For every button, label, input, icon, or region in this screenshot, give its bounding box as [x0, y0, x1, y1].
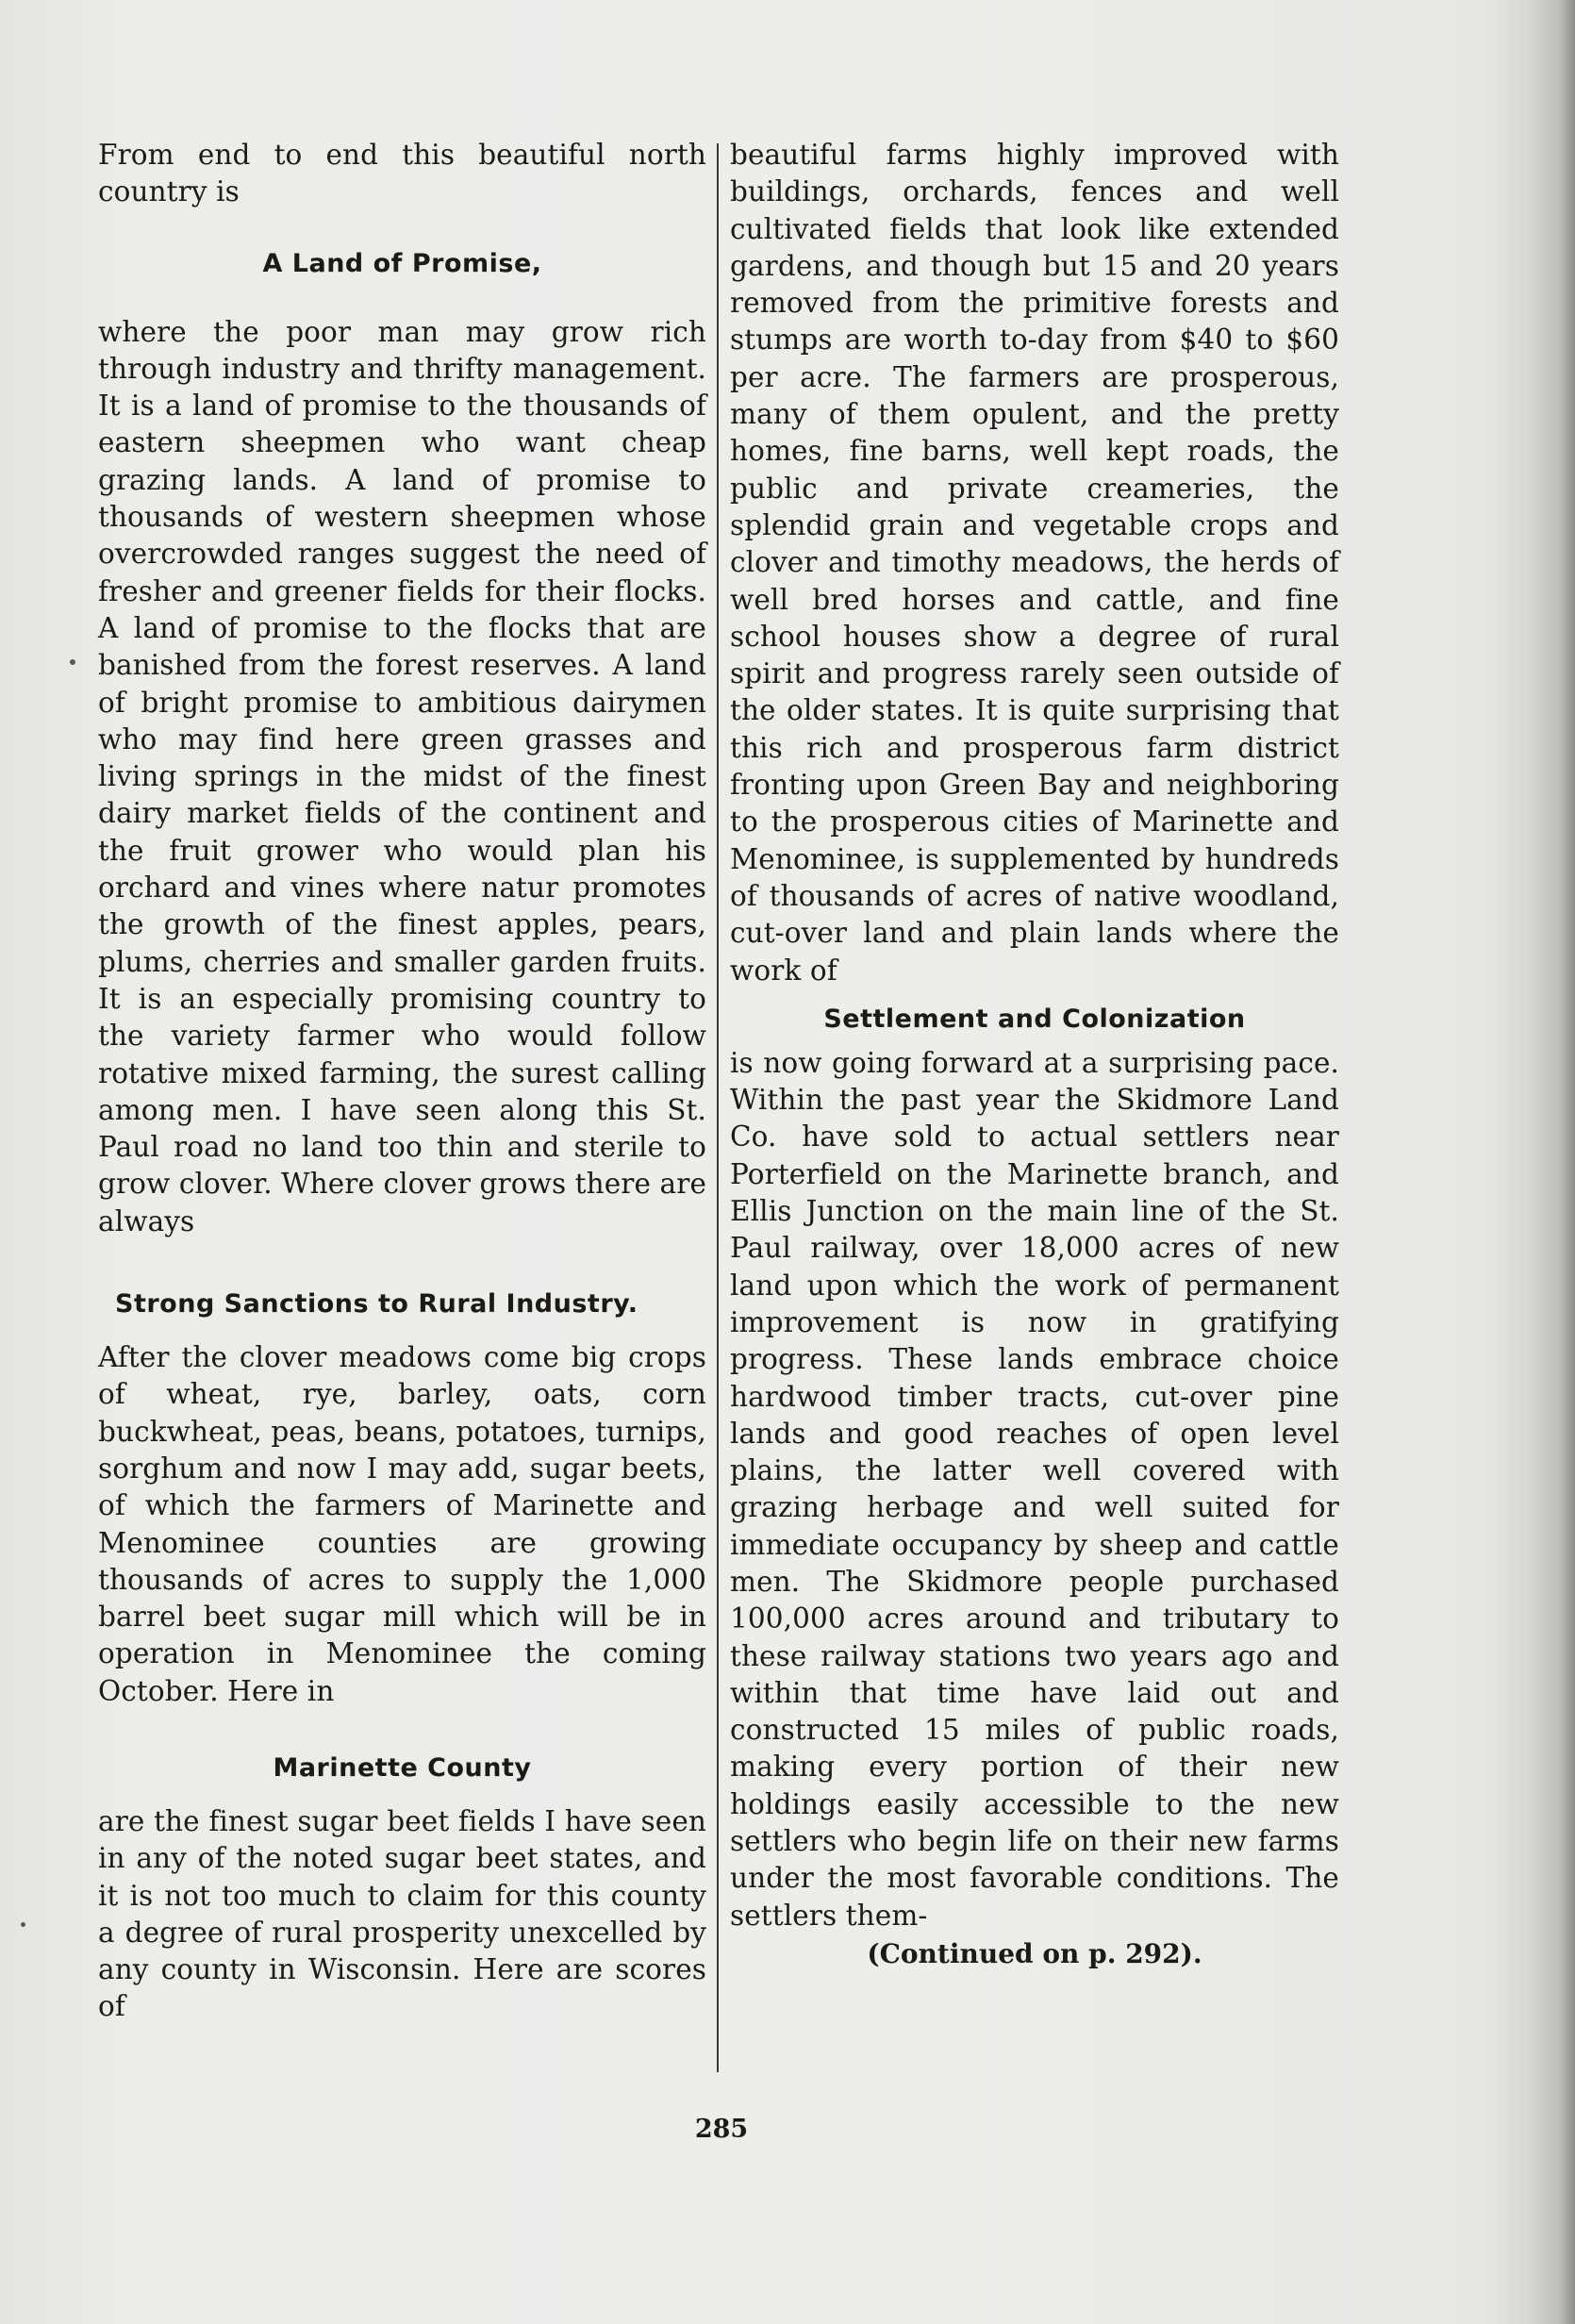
column-divider [717, 143, 719, 2072]
heading-strong-sanctions: Strong Sanctions to Rural Industry. [115, 1289, 638, 1320]
left-column [98, 137, 706, 2026]
right-column [730, 137, 1339, 1969]
left-paragraph-3: are the finest sugar beet fields I have seen in any of the noted sugar beet states, and it is not too much to claim for this county a degree of rural prosperity unexcelled by any county in Wisconsin. Here are scores of [98, 1804, 706, 2023]
heading-settlement-colonization: Settlement and Colonization [823, 1004, 1246, 1034]
left-paragraph-2: After the clover meadows come big crops of wheat, rye, barley, oats, corn buckwheat, peas, beans, potatoes, turnips, sorghum and now I may add, sugar beets, of which the farmers of Marinette and Menominee counties are growing thousands of acres to supply the 1,000 barrel beet sugar mill which will be in operation in Menominee the coming October. Here in [98, 1341, 706, 1707]
heading-land-of-promise: A Land of Promise, [262, 248, 542, 278]
continued-note: (Continued on p. 292). [867, 1937, 1202, 1969]
heading-marinette-county: Marinette County [273, 1752, 532, 1783]
print-speck [21, 1922, 25, 1927]
left-paragraph-1: where the poor man may grow rich through industry and thrifty management. It is a land of promise to the thousands of eastern sheepmen who want cheap grazing lands. A land of promise to thousands of western sheepmen whose overcrowded ranges suggest the need of fresher and greener fields for their flocks. A land of promise to the flocks that are banished from the forest reserves. A land of bright promise to ambitious dairymen who may find here green grasses and living springs in the midst of the finest dairy market fields of the continent and the fruit grower who would plan his orchard and vines where natur promotes the growth of the finest apples, pears, plums, cherries and smaller garden fruits. It is an especially promising country to the variety farmer who would follow rotative mixed farming, the surest calling among men. I have seen along this St. Paul road no land too thin and sterile to grow clover. Where clover grows there are always [98, 315, 706, 1237]
print-speck [70, 659, 75, 665]
page-number: 285 [694, 2115, 749, 2144]
right-paragraph-2: is now going forward at a surprising pace. Within the past year the Skidmore Land Co. have sold to actual settlers near Porterfield on the Marinette branch, and Ellis Junction on the main line of the St. Paul railway, over 18,000 acres of new land upon which the work of permanent improvement is now in gratifying progress. These lands embrace choice hardwood timber tracts, cut-over pine lands and good reaches of open level plains, the latter well covered with grazing herbage and well suited for immediate occupancy by sheep and cattle men. The Skidmore people purchased 100,000 acres around and tributary to these railway stations two years ago and within that time have laid out and constructed 15 miles of public roads, making every portion of their new holdings easily accessible to the new settlers who begin life on their new farms under the most favorable conditions. The settlers them- [730, 1046, 1339, 1932]
right-paragraph-1: beautiful farms highly improved with buildings, orchards, fences and well cultivated fields that look like extended gardens, and though but 15 and 20 years removed from the primitive forests and stumps are worth to-day from $40 to $60 per acre. The farmers are prosperous, many of them opulent, and the pretty homes, fine barns, well kept roads, the public and private creameries, the splendid grain and vegetable crops and clover and timothy meadows, the herds of well bred horses and cattle, and fine school houses show a degree of rural spirit and progress rarely seen outside of the older states. It is quite surprising that this rich and prosperous farm district fronting upon Green Bay and neighboring to the prosperous cities of Marinette and Menominee, is supplemented by hundreds of thousands of acres of native woodland, cut-over land and plain lands where the work of [730, 139, 1339, 987]
left-intro-paragraph: From end to end this beautiful north country is [98, 139, 706, 208]
